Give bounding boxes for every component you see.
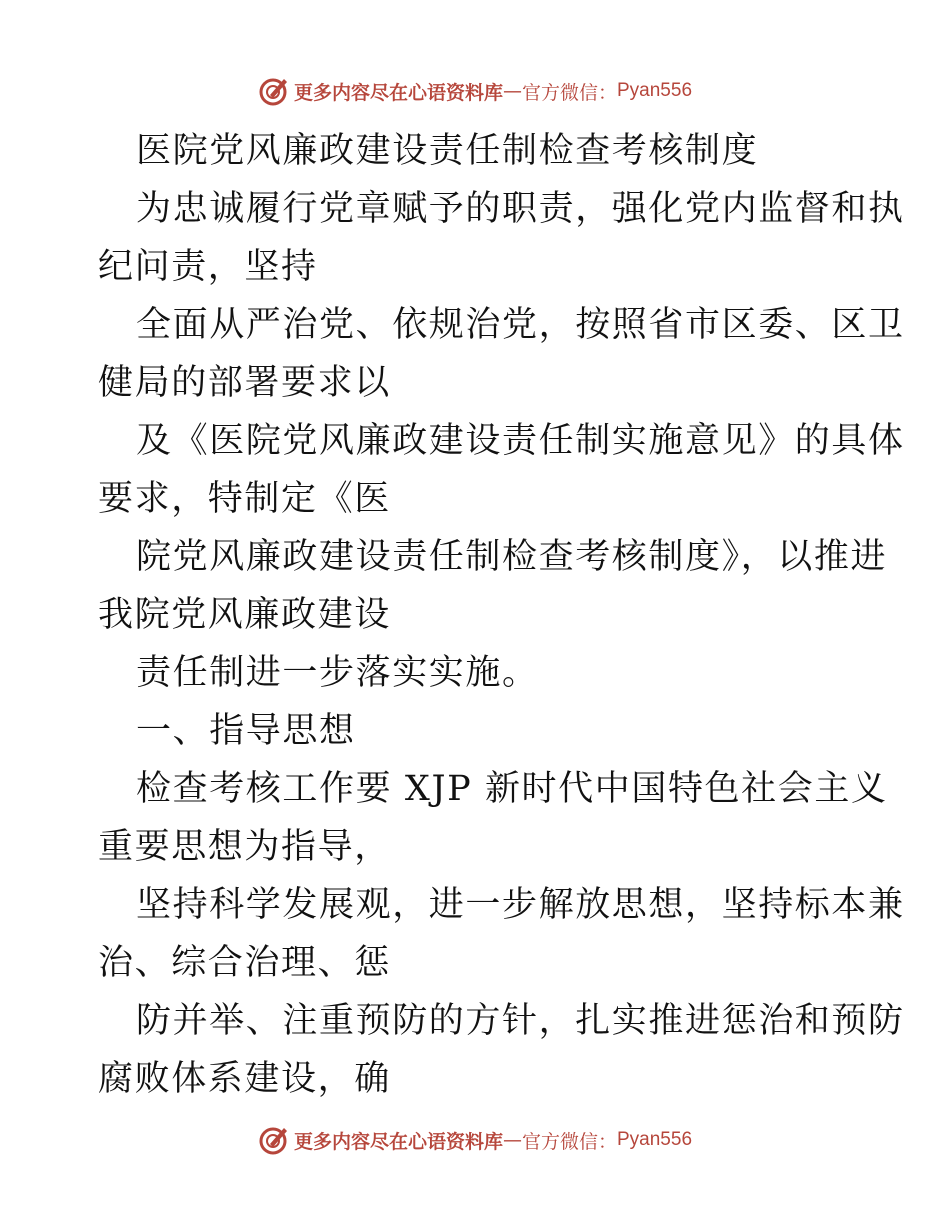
banner-wechat-id: Pyan556 xyxy=(617,1129,693,1150)
paragraph-line: 要求，特制定《医 xyxy=(98,479,391,519)
paragraph-line: 我院党风廉政建设 xyxy=(98,595,391,635)
banner-wechat-label: 官方微信： xyxy=(521,81,617,104)
document-body xyxy=(98,122,905,1108)
paragraph-line: 全面从严治党、依规治党，按照省市区委、区卫 xyxy=(136,305,905,345)
banner-wechat-id: Pyan556 xyxy=(617,80,693,101)
header-banner xyxy=(0,71,950,111)
banner-wechat-label: 官方微信： xyxy=(521,1130,617,1153)
paragraph-line: 及《医院党风廉政建设责任制实施意见》的具体 xyxy=(136,421,905,461)
pen-logo-icon xyxy=(258,75,290,107)
paragraph-line: 为忠诚履行党章赋予的职责，强化党内监督和执 xyxy=(136,189,905,229)
banner-brand-text: 更多内容尽在心语资料库 xyxy=(293,1130,503,1153)
paragraph-line: 腐败体系建设，确 xyxy=(98,1059,391,1099)
paragraph-line: 院党风廉政建设责任制检查考核制度》，以推进 xyxy=(136,537,888,577)
paragraph-line: 治、综合治理、惩 xyxy=(98,943,391,983)
document-title: 医院党风廉政建设责任制检查考核制度 xyxy=(136,131,759,171)
pen-logo-icon xyxy=(258,1124,290,1156)
paragraph-line: 重要思想为指导， xyxy=(98,827,391,867)
paragraph-line: 责任制进一步落实实施。 xyxy=(136,653,539,693)
paragraph-line: 坚持科学发展观，进一步解放思想，坚持标本兼 xyxy=(136,885,905,925)
banner-brand-text: 更多内容尽在心语资料库 xyxy=(293,81,503,104)
section-heading: 一、指导思想 xyxy=(136,711,356,751)
banner-dash: — xyxy=(502,80,522,102)
paragraph-line: 纪问责，坚持 xyxy=(98,247,318,287)
paragraph-line: 检查考核工作要 XJP 新时代中国特色社会主义 xyxy=(136,769,888,809)
banner-dash: — xyxy=(502,1129,522,1151)
paragraph-line: 健局的部署要求以 xyxy=(98,363,391,403)
footer-banner xyxy=(0,1120,950,1160)
paragraph-line: 防并举、注重预防的方针，扎实推进惩治和预防 xyxy=(136,1001,905,1041)
